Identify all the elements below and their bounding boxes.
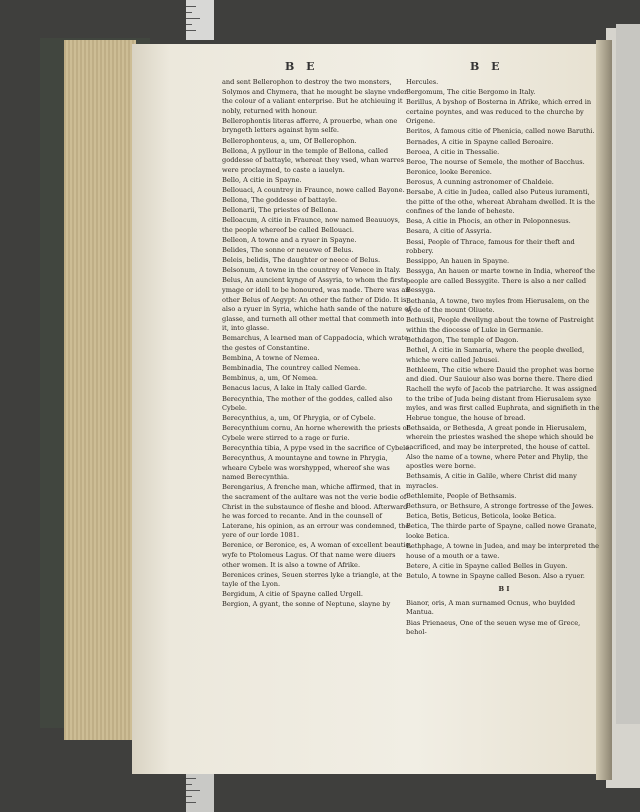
dictionary-entry: Berillus, A byshop of Bosterna in Afrike, which erred in certaine poyntes, and was reduced to the churche by Origene. [406, 98, 592, 126]
dictionary-entry: Bellonarii, The priestes of Bellona. [222, 206, 338, 215]
dictionary-entry: Bethleem, The citie where Dauid the prophet was borne and died. Our Sauiour also was borne there. There died Rachell the wyfe of Jacob the patriarche. It was assigned to the tribe of Juda being distant from Hierusalem syxe myles, and was first called Euphrata, and signifieth in the Hebrue tongue, the house of bread. [406, 365, 600, 422]
header-right: B E [470, 60, 504, 73]
dictionary-entry: Bergomum, The citie Bergomo in Italy. [406, 88, 536, 97]
dictionary-entry: Belleon, A towne and a ryuer in Spayne. [222, 236, 357, 244]
dictionary-entry: B I [498, 585, 510, 594]
dictionary-entry: Besara, A citie of Assyria. [406, 227, 492, 236]
dictionary-entry: Bergidum, A citie of Spayne called Urgell. [222, 590, 363, 599]
dictionary-entry: Bellona, The goddesse of battayle. [222, 196, 337, 205]
dictionary-entry: Bembinadia, The countrey called Nemea. [222, 364, 361, 373]
dictionary-entry: Beritos, A famous citie of Phenicia, called nowe Baruthi. [406, 127, 595, 136]
header-left: B E [285, 60, 319, 73]
dictionary-entry: Bethusii, People dwellyng about the towne of Pastreight within the diocesse of Luke in Germanie. [406, 316, 594, 334]
dictionary-column-right [406, 78, 602, 638]
dictionary-entry: Bernades, A citie in Spayne called Beroaire. [406, 137, 554, 146]
dictionary-entry: Bethlemite, People of Bethsamis. [406, 491, 517, 500]
dictionary-entry: Berengarius, A frenche man, whiche affirmed, that in the sacrament of the aultare was not the verie bodie of Christ in the substaunce of fleshe and blood. Afterward he was forced to recante. And in the counsell of Laterane, his opinion, as an errour was condemned, the yere of our lorde 1081. [222, 483, 410, 540]
dictionary-entry: Bethphage, A towne in Judea, and may be interpreted the house of a mouth or a tawe. [406, 541, 600, 560]
dictionary-entry: Bellouaci, A countrey in Fraunce, nowe called Bayone. [222, 186, 405, 195]
dictionary-entry: Berenices crines, Seuen sterres lyke a triangle, at the tayle of the Lyon. [222, 570, 403, 589]
dictionary-entry: Bessippo, An hauen in Spayne. [406, 257, 510, 266]
dictionary-entry: Bethdagon, The temple of Dagon. [406, 335, 519, 344]
facing-page-shadow [616, 24, 640, 724]
dictionary-entry: Bethel, A citie in Samaria, where the people dwelled, whiche were called Jebusei. [406, 346, 585, 364]
dictionary-entry: Betulo, A towne in Spayne called Beson. Also a ryuer. [406, 571, 585, 580]
dictionary-entry: Berecynthus, A mountayne and towne in Phrygia, wheare Cybele was worshypped, whereof she was named Berecynthia. [222, 454, 390, 482]
dictionary-entry: Bersabe, A citie in Judea, called also Puteus iuramenti, the pitte of the othe, whereat Abraham dwelled. It is the confines of the lande of beheste. [406, 188, 596, 216]
dictionary-entry: Belloacum, A citie in Fraunce, now named Beauuoys, the people whereof be called Bellouaci. [222, 216, 401, 234]
dictionary-entry: Bembinus, a, um, Of Nemea. [222, 374, 319, 383]
dictionary-entry: and sent Bellerophon to destroy the two monsters, Solymos and Chymera, that he mought be slayne vnder the colour of a valiant enterprise. But he atchieuing it nobly, returned with honour. [222, 78, 408, 115]
dictionary-column-left [222, 78, 412, 611]
dictionary-entry: Hercules. [406, 78, 439, 86]
dictionary-entry: Berecynthia, The mother of the goddes, called also Cybele. [222, 394, 393, 413]
dictionary-entry: Berecynthium cornu, An horne wherewith the priests of Cybele were stirred to a rage or furie. [222, 424, 410, 442]
dictionary-entry: Berenice, or Beronice, es, A woman of excellent beautie, wyfe to Ptolomeus Lagus. Of that name were diuers other women. It is also a towne of Afrike. [222, 541, 412, 569]
dictionary-entry: Bessyga, An hauen or marte towne in India, whereof the people are called Bessygite. There is also a ner called Bessyga. [406, 267, 595, 295]
dictionary-entry: Besa, A citie in Phocis, an other in Peloponnesus. [406, 217, 571, 226]
dictionary-entry: Bethania, A towne, two myles from Hierusalem, on the syde of the mount Oliuete. [406, 296, 590, 315]
dictionary-entry: Bellerophontis literas afferre, A prouerbe, whan one bryngeth letters against hym selfe. [222, 116, 398, 135]
dictionary-entry: Bethsura, or Bethsure, A stronge fortresse of the Jewes. [406, 502, 594, 511]
dictionary-entry: Bellona, A pyllour in the temple of Bellona, called goddesse of battayle, whereat they vsed, whan warres were proclaymed, to caste a iauelyn. [222, 146, 405, 174]
page-edges [64, 40, 136, 740]
dictionary-entry: Bemarchus, A learned man of Cappadocia, which wrate the gestes of Constantine. [222, 334, 409, 353]
dictionary-entry: Belus, An auncient kynge of Assyria, to whom the firste ymage or idoll to be honoured, was made. There was an other Belus of Aegypt: An other the father of Dido. It is also a ryuer in Syria, whiche hath sande of the nature of glasse, and turneth all other mettal that commeth into it, into glasse. [222, 276, 411, 333]
dictionary-entry: Berosus, A cunning astronomer of Chaldeie. [406, 177, 554, 186]
dictionary-entry: Benacus lacus, A lake in Italy called Garde. [222, 384, 367, 393]
dictionary-entry: Beroe, The nourse of Semele, the mother of Bacchus. [406, 157, 585, 166]
dictionary-entry: Betica, The thirde parte of Spayne, called nowe Granate, looke Betica. [406, 522, 597, 540]
dictionary-entry: Bembina, A towne of Nemea. [222, 354, 320, 363]
scale-ruler [186, 0, 214, 40]
scale-ruler-bottom [186, 770, 214, 812]
dictionary-entry: Berecynthia tibia, A pype vsed in the sacrifice of Cybele. [222, 443, 412, 452]
dictionary-entry: Bergion, A gyant, the sonne of Neptune, slayne by [222, 600, 391, 609]
dictionary-entry: Beroea, A citie in Thessalie. [406, 147, 500, 156]
dictionary-entry: Belsonum, A towne in the countrey of Venece in Italy. [222, 266, 401, 275]
dictionary-entry: Bethsamis, A citie in Galile, where Christ did many myracles. [406, 472, 577, 490]
dictionary-entry: Bello, A citie in Spayne. [222, 175, 302, 184]
dictionary-entry: Bianor, oris, A man surnamed Ocnus, who buylded Mantua. [406, 598, 576, 617]
dictionary-entry: Bellerophonteus, a, um, Of Bellerophon. [222, 136, 357, 145]
dictionary-entry: Bethsaida, or Bethesda, A great ponde in Hierusalem, wherein the priestes washed the shepe which should be sacrificed, and may be interpreted, the house of cattel. Also the name of a towne, where Peter and Phylip, the apostles were borne. [406, 423, 594, 471]
dictionary-entry: Belides, The sonne or neuewe of Belus. [222, 246, 354, 255]
dictionary-entry: Betica, Betis, Beticus, Beticola, looke Betica. [406, 512, 557, 521]
dictionary-entry: Betere, A citie in Spayne called Belles in Guyen. [406, 561, 568, 570]
dictionary-entry: Berecynthius, a, um, Of Phrygia, or of Cybele. [222, 414, 376, 423]
dictionary-entry: Bias Prienaeus, One of the seuen wyse me of Grece, behol- [406, 618, 581, 637]
dictionary-entry: Beronice, looke Berenice. [406, 167, 492, 176]
dictionary-entry: Beleis, belidis, The daughter or neece of Belus. [222, 256, 381, 265]
dictionary-entry: Bessi, People of Thrace, famous for their theft and robbery. [406, 237, 575, 256]
